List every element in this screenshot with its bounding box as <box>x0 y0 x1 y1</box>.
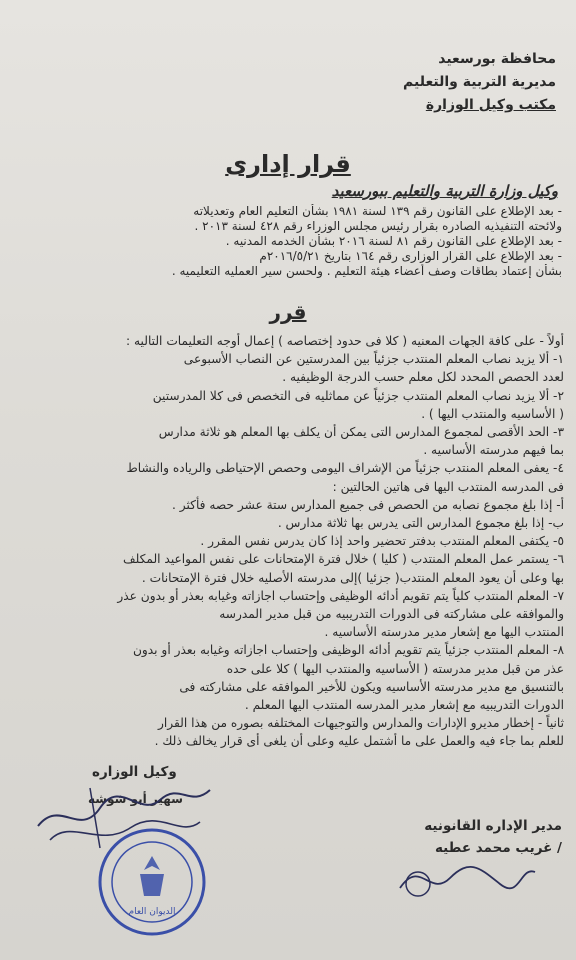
decision-line: أ- إذا بلغ مجموع نصابه من الحصص فى جميع المدارس ستة عشر حصه فأكثر . <box>172 497 564 512</box>
office-name: مكتب وكيل الوزارة <box>425 97 556 113</box>
decision-line: لعدد الحصص المحدد لكل معلم حسب الدرجة الوظيفيه . <box>282 370 564 385</box>
governorate-name: محافظة بورسعيد <box>438 51 556 67</box>
decision-line: ١- ألا يزيد نصاب المعلم المنتدب جزئياً بين المدرستين عن النصاب الأسبوعى <box>183 352 564 367</box>
decision-heading: قرر <box>269 300 307 324</box>
decision-line: ٤- يعفى المعلم المنتدب جزئياً من الإشراف اليومى وحصص الإحتياطى والرياده والنشاط <box>126 461 564 476</box>
decision-line: بما فيهم مدرسته الأساسيه . <box>423 443 564 458</box>
preamble-line: ولائحته التنفيذيه الصادره بقرار رئيس مجلس الوزراء رقم ٤٢٨ لسنة ٢٠١٣ . <box>194 219 562 233</box>
preamble-line: - بعد الإطلاع على القرار الوزارى رقم ١٦٤ بتاريخ ٢٠١٦/٥/٢١م <box>259 249 562 263</box>
stamp-text: الديوان العام <box>128 907 176 917</box>
document-subtitle: وكيل وزارة التربية والتعليم ببورسعيد <box>331 182 558 200</box>
decision-line: أولاً - على كافة الجهات المعنيه ( كلا فى حدود إختصاصه ) إعمال أوجه التعليمات التاليه : <box>126 334 564 348</box>
preamble <box>12 204 562 279</box>
decision-line: بها وعلى أن يعود المعلم المنتدب( جزئيا )إلى مدرسته الأصليه خلال فترة الإمتحانات . <box>141 570 564 585</box>
decision-line: المنتدب اليها مع إشعار مدير مدرسته الأساسيه . <box>324 625 564 640</box>
decision-line: ٢- ألا يزيد نصاب المعلم المنتدب جزئياً عن مماثليه فى التخصص فى كلا المدرستين <box>152 388 564 403</box>
official-stamp <box>96 826 208 938</box>
decision-line: عذر من قبل مدير مدرسته ( الأساسيه والمنتدب اليها ) كلا على حده <box>226 661 564 676</box>
letterhead <box>403 48 556 117</box>
decision-line: ( الأساسيه والمنتدب اليها ) . <box>421 406 564 421</box>
preamble-line: بشأن إعتماد بطاقات وصف أعضاء هيئة التعليم . ولحسن سير العمليه التعليميه . <box>171 264 562 278</box>
legal-director-title: مدير الإداره القانونيه <box>424 818 562 834</box>
decision-line: والموافقه على مشاركته فى الدورات التدريبيه من قبل مدير المدرسه <box>219 607 564 622</box>
directorate-name: مديرية التربية والتعليم <box>403 74 556 90</box>
decision-line: ٣- الحد الأقصى لمجموع المدارس التى يمكن أن يكلف بها المعلم هو ثلاثة مدارس <box>158 425 564 440</box>
decision-line: ٨- المعلم المنتدب جزئياً يتم تقويم أدائه الوظيفى وإحتساب اجازاته وغيابه بعذر أو بدون <box>132 643 564 658</box>
decision-line: ٧- المعلم المنتدب كلياً يتم تقويم أدائه الوظيفى وإحتساب اجازاته وغيابه بعذر أو بدون عذر <box>117 588 564 603</box>
undersecretary-name: سهير أبو شوشه <box>88 792 183 806</box>
preamble-line: - بعد الإطلاع على القانون رقم ١٣٩ لسنة ١٩٨١ بشأن التعليم العام وتعديلاته <box>193 204 562 218</box>
decision-line: ٥- يكتفى المعلم المنتدب بدفتر تحضير واحد إذا كان يدرس نفس المقرر . <box>200 534 564 549</box>
handwritten-signature-icon <box>390 848 540 908</box>
decision-line: بالتنسيق مع مدير مدرسته الأساسيه ويكون للأخير الموافقه على مشاركته فى <box>179 679 564 694</box>
eagle-emblem-icon <box>140 856 164 896</box>
decision-line: ب- إذا بلغ مجموع المدارس التى يدرس بها ثلاثة مدارس . <box>277 516 564 531</box>
document-title: قرار إدارى <box>225 150 351 178</box>
decision-body <box>12 332 564 751</box>
decision-line: الدورات التدريبيه مع إشعار مدير المدرسه المنتدب اليها المعلم . <box>244 698 564 713</box>
decision-line: ٦- يستمر عمل المعلم المنتدب ( كليا ) خلال فترة الإمتحانات على نفس المواعيد المكلف <box>123 552 564 567</box>
decision-line: للعلم بما جاء فيه والعمل على ما أشتمل عليه وعلى أن يلغى أى قرار يخالف ذلك . <box>154 734 564 749</box>
decision-line: فى المدرسه المنتدب اليها فى هاتين الحالتين : <box>332 479 564 494</box>
undersecretary-title: وكيل الوزاره <box>92 764 177 780</box>
legal-director-name: / غريب محمد عطيه <box>434 840 562 856</box>
decision-line: ثانياً - إخطار مديرو الإدارات والمدارس والتوجيهات المختلفه بصوره من هذا القرار <box>157 716 564 731</box>
preamble-line: - بعد الإطلاع على القانون رقم ٨١ لسنة ٢٠١٦ بشأن الخدمه المدنيه . <box>225 234 562 248</box>
